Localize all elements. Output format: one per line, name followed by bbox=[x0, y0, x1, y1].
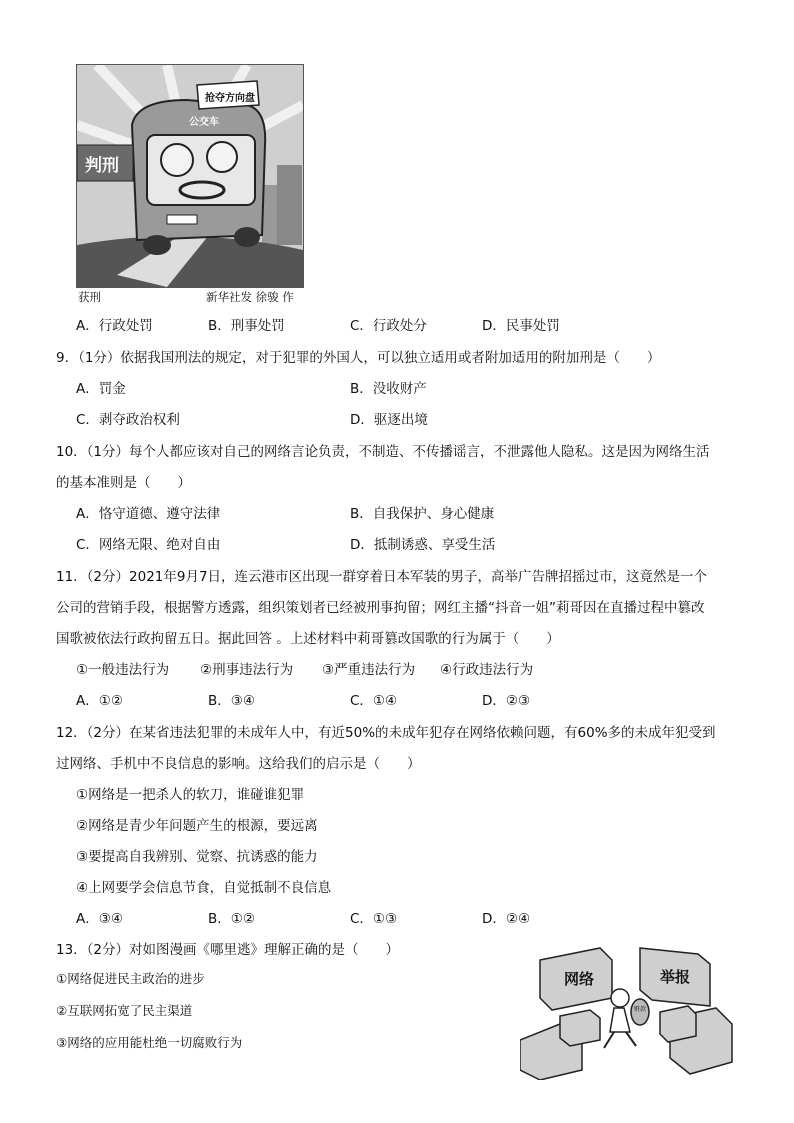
q8-option-d: D．民事处罚 bbox=[482, 318, 560, 334]
q9-option-d: D．驱逐出境 bbox=[350, 412, 428, 428]
q12-item-2: ②网络是青少年问题产生的根源，要远离 bbox=[76, 818, 318, 834]
q11-item-3: ③严重违法行为 bbox=[322, 662, 416, 678]
q12-option-a: A．③④ bbox=[76, 911, 123, 927]
q13-item-1: ①网络促进民主政治的进步 bbox=[56, 971, 205, 986]
network-report-cartoon bbox=[520, 940, 736, 1080]
network-report-drawing bbox=[520, 940, 736, 1080]
q9-option-a: A．罚金 bbox=[76, 381, 126, 397]
q11-item-1: ①一般违法行为 bbox=[76, 662, 170, 678]
q12-stem-line1: 12．（2分）在某省违法犯罪的未成年人中，有近50%的未成年犯存在网络依赖问题，有60%多的未成年犯受到 bbox=[56, 725, 716, 741]
q10-stem-line1: 10．（1分）每个人都应该对自己的网络言论负责，不制造、不传播谣言，不泄露他人隐私。这是因为网络生活 bbox=[56, 444, 710, 460]
q8-option-c: C．行政处分 bbox=[350, 318, 427, 334]
q10-option-b: B．自我保护、身心健康 bbox=[350, 506, 495, 522]
q9-option-b: B．没收财产 bbox=[350, 381, 427, 397]
q11-option-c: C．①④ bbox=[350, 693, 398, 709]
q10-option-d: D．抵制诱惑、享受生活 bbox=[350, 537, 496, 553]
q12-option-b: B．①② bbox=[208, 911, 255, 927]
q11-option-b: B．③④ bbox=[208, 693, 255, 709]
q13-item-2: ②互联网拓宽了民主渠道 bbox=[56, 1003, 193, 1018]
cartoon-caption-left: 获刑 bbox=[78, 290, 101, 304]
q11-stem-line3: 国歌被依法行政拘留五日。据此回答 。上述材料中莉哥篡改国歌的行为属于（ ） bbox=[56, 631, 560, 647]
cartoon-caption-right: 新华社发 徐骏 作 bbox=[206, 290, 294, 304]
q12-option-c: C．①③ bbox=[350, 911, 398, 927]
q11-option-d: D．②③ bbox=[482, 693, 531, 709]
speech-bubble-text: 抢夺方向盘 bbox=[205, 93, 255, 104]
q12-item-1: ①网络是一把杀人的软刀，谁碰谁犯罪 bbox=[76, 787, 305, 803]
q13-stem: 13．（2分）对如图漫画《哪里逃》理解正确的是（ ） bbox=[56, 942, 400, 958]
q10-option-a: A．恪守道德、遵守法律 bbox=[76, 506, 221, 522]
sentence-sign-text: 判刑 bbox=[85, 156, 119, 176]
q11-stem-line2: 公司的营销手段，根据警方透露，组织策划者已经被刑事拘留；网红主播“抖音一姐”莉哥因在直播过程中篡改 bbox=[56, 600, 705, 616]
q12-option-d: D．②④ bbox=[482, 911, 531, 927]
q12-item-4: ④上网要学会信息节食，自觉抵制不良信息 bbox=[76, 880, 332, 896]
q12-item-3: ③要提高自我辨别、觉察、抗诱惑的能力 bbox=[76, 849, 318, 865]
q11-item-4: ④行政违法行为 bbox=[440, 662, 534, 678]
q10-stem-line2: 的基本准则是（ ） bbox=[56, 475, 191, 491]
q13-item-3: ③网络的应用能杜绝一切腐败行为 bbox=[56, 1035, 243, 1050]
bus-sign-text: 公交车 bbox=[189, 117, 219, 128]
q9-stem: 9．（1分）依据我国刑法的规定，对于犯罪的外国人，可以独立适用或者附加适用的附加刑是（ ） bbox=[56, 350, 661, 366]
q10-option-c: C．网络无限、绝对自由 bbox=[76, 537, 221, 553]
money-bag-text: 赃款 bbox=[634, 1006, 647, 1013]
bus-cartoon-drawing bbox=[77, 65, 303, 287]
network-sign-text: 网络 bbox=[564, 970, 595, 988]
q8-option-a: A．行政处罚 bbox=[76, 318, 153, 334]
q11-stem-line1: 11．（2分）2021年9月7日，连云港市区出现一群穿着日本军装的男子，高举广告牌招摇过市，这竟然是一个 bbox=[56, 569, 708, 585]
q8-option-b: B．刑事处罚 bbox=[208, 318, 285, 334]
q11-option-a: A．①② bbox=[76, 693, 123, 709]
q12-stem-line2: 过网络、手机中不良信息的影响。这给我们的启示是（ ） bbox=[56, 756, 421, 772]
q11-item-2: ②刑事违法行为 bbox=[200, 662, 294, 678]
bus-cartoon-image bbox=[76, 64, 304, 288]
q9-option-c: C．剥夺政治权利 bbox=[76, 412, 180, 428]
report-sign-text: 举报 bbox=[660, 968, 691, 986]
